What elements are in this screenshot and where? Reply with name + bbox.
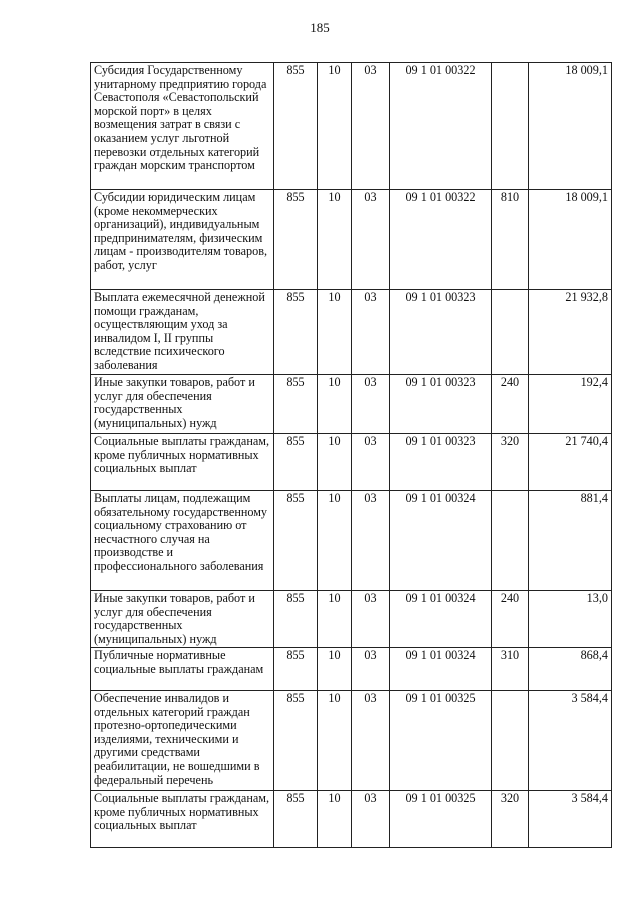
row-section: 10 bbox=[318, 491, 352, 591]
row-subsection: 03 bbox=[352, 290, 390, 375]
row-target: 09 1 01 00323 bbox=[390, 434, 492, 491]
row-ministry: 855 bbox=[274, 691, 318, 791]
row-amount: 18 009,1 bbox=[529, 190, 612, 290]
row-ministry: 855 bbox=[274, 648, 318, 691]
row-name: Субсидия Государственному унитарному предприятию города Севастополя «Севастопольский морской порт» в целях возмещения затрат в связи с оказанием услуг льготной перевозки отдельных категорий граждан морским транспортом bbox=[91, 63, 274, 190]
row-target: 09 1 01 00322 bbox=[390, 63, 492, 190]
row-name: Иные закупки товаров, работ и услуг для обеспечения государственных (муниципальных) нужд bbox=[91, 375, 274, 434]
row-name: Иные закупки товаров, работ и услуг для обеспечения государственных (муниципальных) нужд bbox=[91, 591, 274, 648]
row-amount: 18 009,1 bbox=[529, 63, 612, 190]
row-ministry: 855 bbox=[274, 375, 318, 434]
row-section: 10 bbox=[318, 591, 352, 648]
row-ministry: 855 bbox=[274, 190, 318, 290]
row-subsection: 03 bbox=[352, 591, 390, 648]
row-amount: 881,4 bbox=[529, 491, 612, 591]
row-subsection: 03 bbox=[352, 434, 390, 491]
table-row bbox=[91, 375, 612, 434]
row-vr: 320 bbox=[492, 434, 529, 491]
table-row bbox=[91, 63, 612, 190]
row-subsection: 03 bbox=[352, 63, 390, 190]
table-row bbox=[91, 691, 612, 791]
row-ministry: 855 bbox=[274, 434, 318, 491]
row-target: 09 1 01 00324 bbox=[390, 491, 492, 591]
row-section: 10 bbox=[318, 691, 352, 791]
row-name: Социальные выплаты гражданам, кроме публичных нормативных социальных выплат bbox=[91, 434, 274, 491]
row-amount: 3 584,4 bbox=[529, 691, 612, 791]
row-subsection: 03 bbox=[352, 691, 390, 791]
table-row bbox=[91, 491, 612, 591]
row-amount: 21 932,8 bbox=[529, 290, 612, 375]
row-amount: 21 740,4 bbox=[529, 434, 612, 491]
row-section: 10 bbox=[318, 791, 352, 848]
row-vr: 310 bbox=[492, 648, 529, 691]
table-row bbox=[91, 648, 612, 691]
row-vr bbox=[492, 290, 529, 375]
budget-table-body bbox=[91, 63, 612, 848]
row-section: 10 bbox=[318, 190, 352, 290]
row-name: Социальные выплаты гражданам, кроме публичных нормативных социальных выплат bbox=[91, 791, 274, 848]
row-target: 09 1 01 00324 bbox=[390, 591, 492, 648]
row-subsection: 03 bbox=[352, 791, 390, 848]
row-name: Обеспечение инвалидов и отдельных категорий граждан протезно-ортопедическими изделиями, техническими и другими средствами реабилитации, не вошедшими в федеральный перечень bbox=[91, 691, 274, 791]
row-subsection: 03 bbox=[352, 648, 390, 691]
row-subsection: 03 bbox=[352, 375, 390, 434]
row-ministry: 855 bbox=[274, 491, 318, 591]
row-amount: 3 584,4 bbox=[529, 791, 612, 848]
row-vr bbox=[492, 491, 529, 591]
row-vr bbox=[492, 63, 529, 190]
row-section: 10 bbox=[318, 434, 352, 491]
row-target: 09 1 01 00323 bbox=[390, 290, 492, 375]
row-target: 09 1 01 00325 bbox=[390, 691, 492, 791]
row-amount: 868,4 bbox=[529, 648, 612, 691]
row-ministry: 855 bbox=[274, 591, 318, 648]
row-target: 09 1 01 00324 bbox=[390, 648, 492, 691]
table-row bbox=[91, 290, 612, 375]
row-section: 10 bbox=[318, 648, 352, 691]
row-amount: 192,4 bbox=[529, 375, 612, 434]
budget-table bbox=[90, 62, 612, 848]
row-vr: 320 bbox=[492, 791, 529, 848]
row-ministry: 855 bbox=[274, 791, 318, 848]
row-ministry: 855 bbox=[274, 290, 318, 375]
row-ministry: 855 bbox=[274, 63, 318, 190]
row-section: 10 bbox=[318, 375, 352, 434]
page-number: 185 bbox=[310, 20, 330, 35]
row-section: 10 bbox=[318, 290, 352, 375]
table-row bbox=[91, 791, 612, 848]
row-name: Публичные нормативные социальные выплаты гражданам bbox=[91, 648, 274, 691]
row-name: Выплата ежемесячной денежной помощи гражданам, осуществляющим уход за инвалидом I, II группы вследствие психического заболевания bbox=[91, 290, 274, 375]
row-name: Субсидии юридическим лицам (кроме некоммерческих организаций), индивидуальным предпринимателям, физическим лицам - производителям товаров, работ, услуг bbox=[91, 190, 274, 290]
row-target: 09 1 01 00323 bbox=[390, 375, 492, 434]
row-vr: 240 bbox=[492, 375, 529, 434]
row-amount: 13,0 bbox=[529, 591, 612, 648]
row-vr bbox=[492, 691, 529, 791]
row-vr: 810 bbox=[492, 190, 529, 290]
row-section: 10 bbox=[318, 63, 352, 190]
row-subsection: 03 bbox=[352, 190, 390, 290]
row-target: 09 1 01 00325 bbox=[390, 791, 492, 848]
table-row bbox=[91, 190, 612, 290]
row-name: Выплаты лицам, подлежащим обязательному государственному социальному страхованию от несчастного случая на производстве и профессионального заболевания bbox=[91, 491, 274, 591]
table-row bbox=[91, 591, 612, 648]
row-target: 09 1 01 00322 bbox=[390, 190, 492, 290]
table-row bbox=[91, 434, 612, 491]
row-vr: 240 bbox=[492, 591, 529, 648]
row-subsection: 03 bbox=[352, 491, 390, 591]
